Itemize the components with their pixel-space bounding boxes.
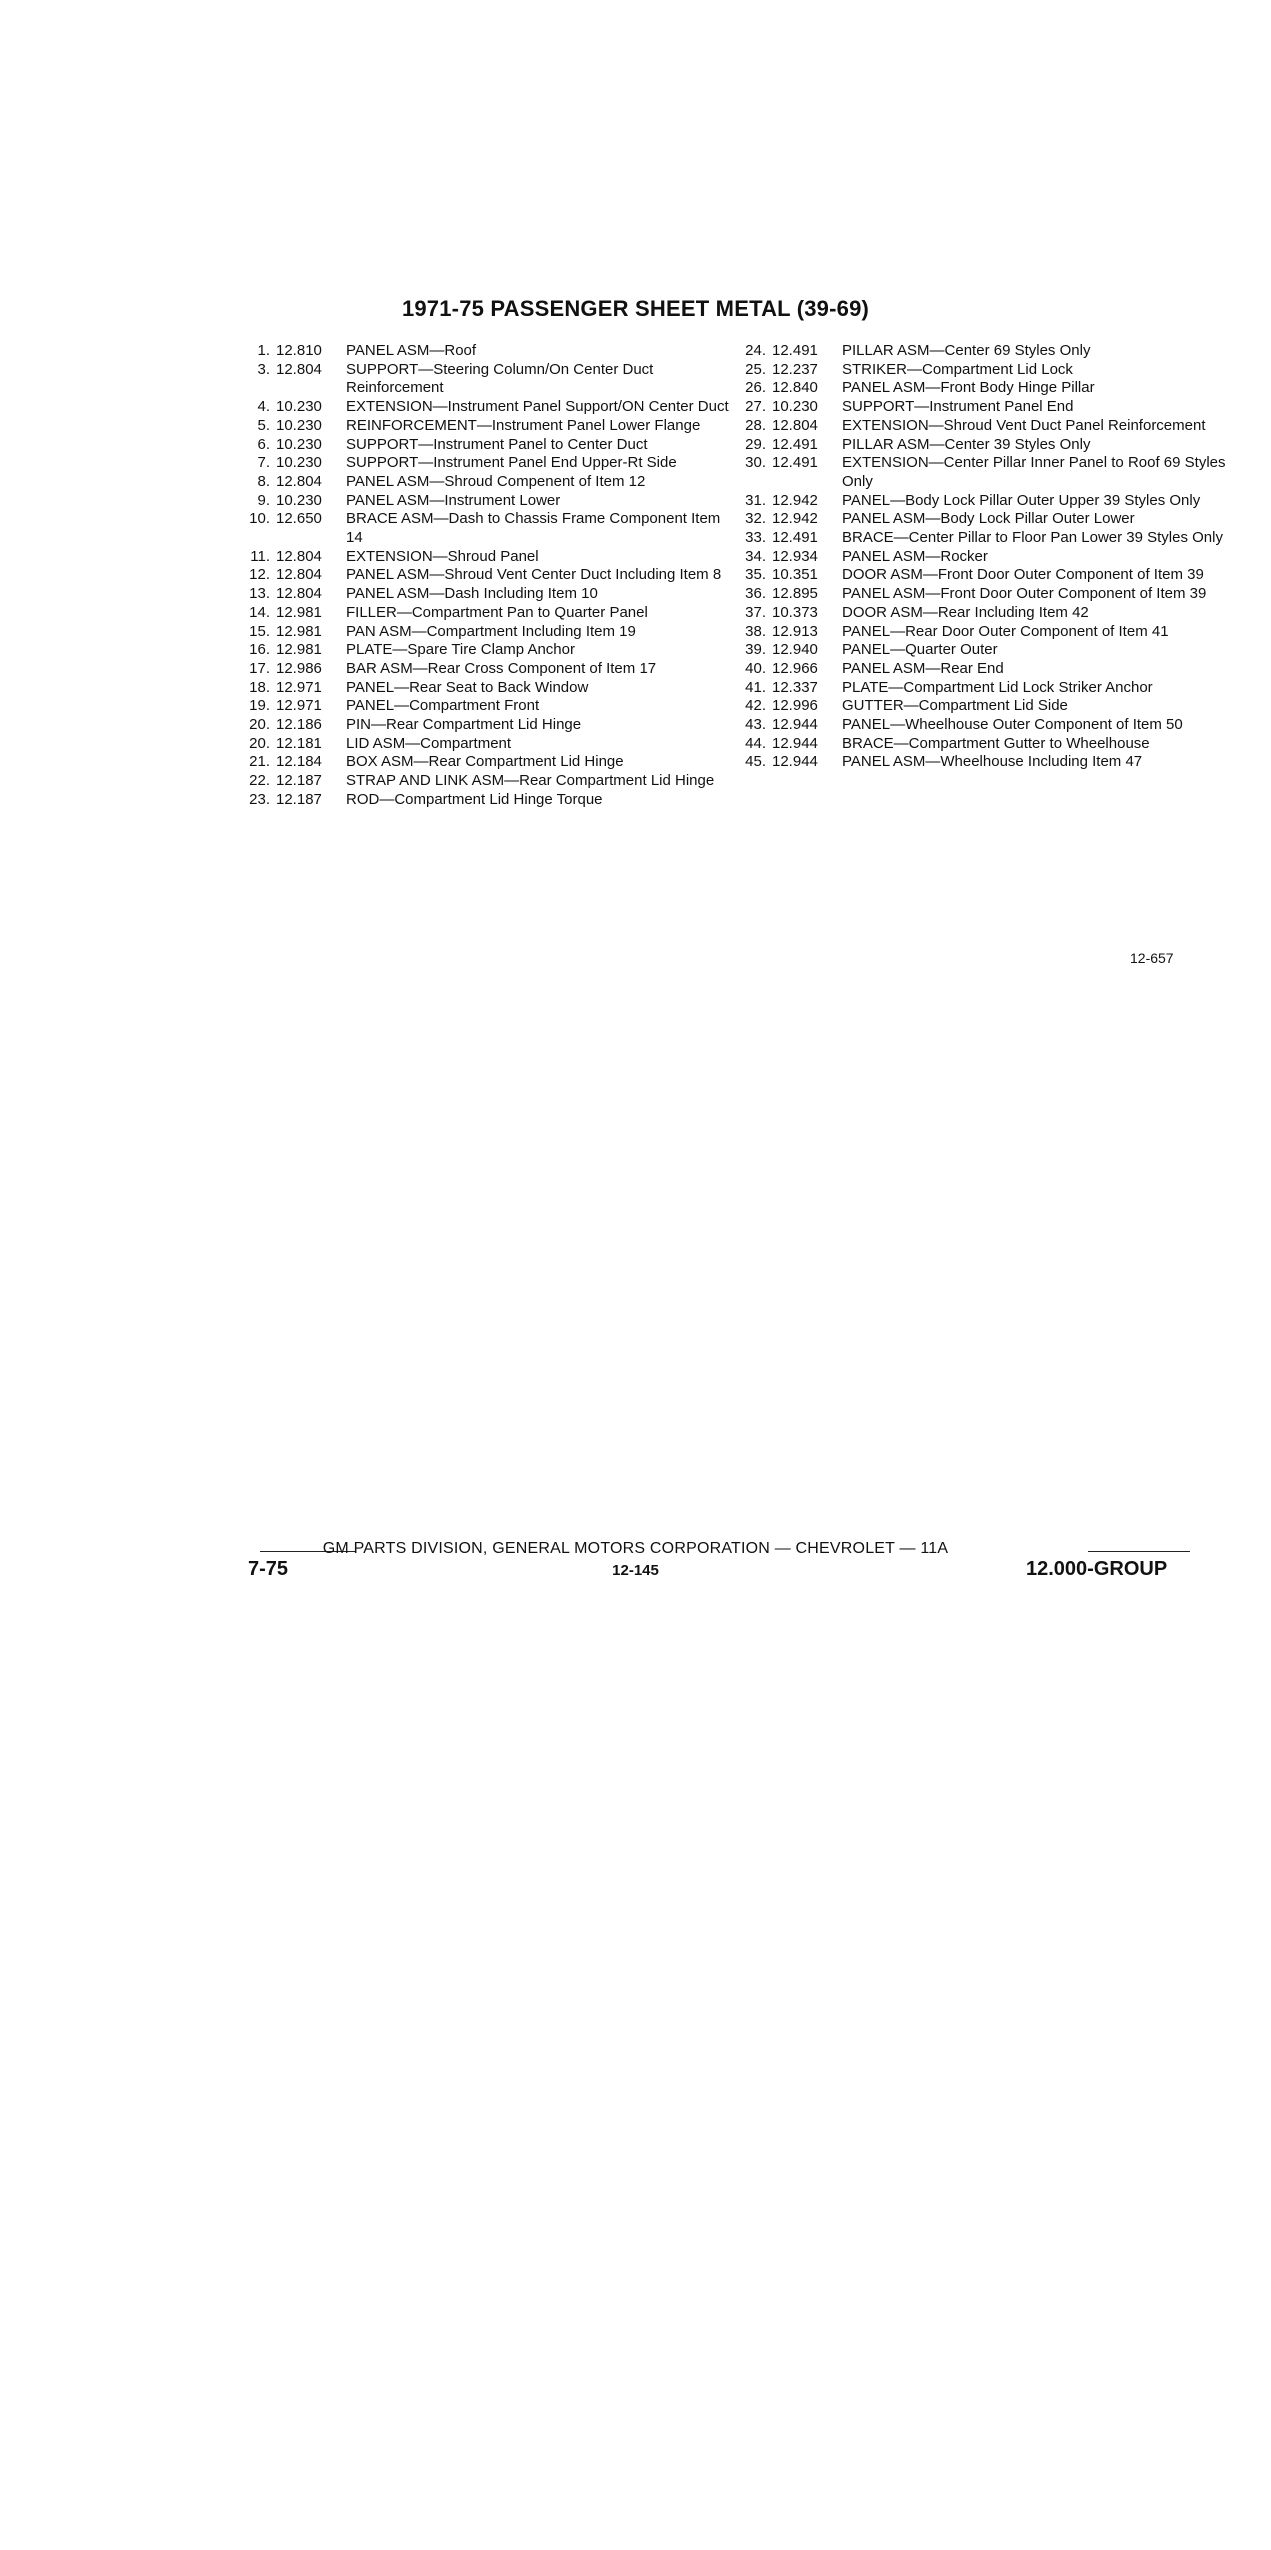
- list-item: [240, 342, 730, 361]
- item-number: 42.: [745, 697, 766, 715]
- item-description: PILLAR ASM—Center 69 Styles Only: [842, 342, 1091, 359]
- list-item: [240, 473, 730, 492]
- item-code: 12.971: [276, 678, 322, 696]
- item-code: 12.491: [772, 454, 818, 472]
- item-description: BAR ASM—Rear Cross Component of Item 17: [346, 659, 657, 677]
- item-code: 12.944: [772, 753, 818, 771]
- list-item: [240, 454, 730, 473]
- item-code: 10.230: [276, 398, 322, 416]
- item-code: 12.804: [276, 360, 322, 378]
- item-description: PANEL ASM—Rear End: [842, 659, 1004, 677]
- item-description: GUTTER—Compartment Lid Side: [842, 697, 1068, 715]
- list-item: [736, 753, 1226, 772]
- item-number: 43.: [745, 716, 766, 734]
- item-code: 12.491: [772, 435, 818, 453]
- item-number: 21.: [249, 753, 270, 771]
- item-description: BOX ASM—Rear Compartment Lid Hinge: [346, 753, 624, 771]
- item-code: 12.804: [276, 585, 322, 603]
- item-code: 10.230: [276, 454, 322, 472]
- list-item: [240, 398, 730, 417]
- item-number: 23.: [249, 790, 270, 808]
- item-number: 13.: [249, 585, 270, 603]
- list-item: [240, 791, 730, 810]
- item-description: BRACE—Compartment Gutter to Wheelhouse: [842, 734, 1150, 752]
- item-description: BRACE—Center Pillar to Floor Pan Lower 39 Styles Only: [842, 529, 1223, 547]
- list-item: [736, 604, 1226, 623]
- item-code: 12.981: [276, 603, 322, 621]
- item-number: 10.: [249, 510, 270, 528]
- item-code: 12.237: [772, 360, 818, 378]
- item-code: 12.181: [276, 734, 322, 752]
- item-code: 12.650: [276, 510, 322, 528]
- list-item: [240, 585, 730, 604]
- item-description: STRAP AND LINK ASM—Rear Compartment Lid Hinge: [346, 772, 715, 790]
- item-number: 6.: [257, 435, 270, 453]
- item-code: 12.996: [772, 697, 818, 715]
- list-item: [736, 660, 1226, 679]
- item-number: 8.: [257, 472, 270, 490]
- item-code: 12.981: [276, 641, 322, 659]
- item-number: 38.: [745, 622, 766, 640]
- item-code: 12.895: [772, 585, 818, 603]
- item-number: 32.: [745, 510, 766, 528]
- item-description: PANEL—Rear Door Outer Component of Item 41: [842, 622, 1169, 640]
- item-number: 36.: [745, 585, 766, 603]
- item-description: PLATE—Compartment Lid Lock Striker Anchor: [842, 678, 1153, 696]
- list-item: [240, 566, 730, 585]
- item-description: SUPPORT—Steering Column/On Center Duct Reinforcement: [346, 360, 654, 397]
- list-item: [736, 436, 1226, 455]
- item-description: PAN ASM—Compartment Including Item 19: [346, 622, 636, 640]
- item-description: PANEL ASM—Shroud Vent Center Duct Including Item 8: [346, 566, 722, 584]
- item-number: 44.: [745, 734, 766, 752]
- parts-list-left: [240, 342, 730, 810]
- item-code: 12.186: [276, 716, 322, 734]
- item-description: PANEL ASM—Wheelhouse Including Item 47: [842, 753, 1143, 771]
- list-item: [240, 697, 730, 716]
- list-item: [736, 735, 1226, 754]
- item-code: 12.184: [276, 753, 322, 771]
- item-number: 20.: [249, 734, 270, 752]
- item-number: 35.: [745, 566, 766, 584]
- page-title: 1971-75 PASSENGER SHEET METAL (39-69): [401, 296, 870, 321]
- item-number: 12.: [249, 566, 270, 584]
- item-code: 10.351: [772, 566, 818, 584]
- item-number: 39.: [745, 641, 766, 659]
- item-number: 16.: [249, 641, 270, 659]
- item-number: 33.: [745, 529, 766, 547]
- item-number: 41.: [745, 678, 766, 696]
- list-item: [736, 398, 1226, 417]
- list-item: [240, 660, 730, 679]
- item-description: PANEL—Compartment Front: [346, 697, 540, 715]
- item-number: 25.: [745, 360, 766, 378]
- list-item: [736, 492, 1226, 511]
- item-number: 45.: [745, 753, 766, 771]
- item-code: 10.230: [772, 398, 818, 416]
- item-number: 7.: [257, 454, 270, 472]
- item-number: 3.: [257, 360, 270, 378]
- item-number: 1.: [257, 342, 270, 359]
- item-number: 34.: [745, 547, 766, 565]
- item-number: 26.: [745, 379, 766, 397]
- item-code: 10.230: [276, 491, 322, 509]
- list-item: [736, 585, 1226, 604]
- item-number: 27.: [745, 398, 766, 416]
- item-description: STRIKER—Compartment Lid Lock: [842, 360, 1073, 378]
- item-code: 12.986: [276, 659, 322, 677]
- item-description: PANEL ASM—Dash Including Item 10: [346, 585, 598, 603]
- item-code: 12.940: [772, 641, 818, 659]
- item-code: 12.971: [276, 697, 322, 715]
- list-item: [736, 697, 1226, 716]
- list-item: [736, 548, 1226, 567]
- item-number: 20.: [249, 716, 270, 734]
- footer-date: 7-75: [248, 1558, 289, 1580]
- item-number: 40.: [745, 659, 766, 677]
- item-code: 12.840: [772, 379, 818, 397]
- list-item: [736, 342, 1226, 361]
- item-description: PANEL ASM—Instrument Lower: [346, 491, 561, 509]
- list-item: [240, 623, 730, 642]
- item-number: 18.: [249, 678, 270, 696]
- item-code: 12.804: [772, 416, 818, 434]
- item-code: 12.804: [276, 547, 322, 565]
- item-description: LID ASM—Compartment: [346, 734, 512, 752]
- list-item: [736, 417, 1226, 436]
- list-item: [736, 529, 1226, 548]
- item-code: 12.804: [276, 472, 322, 490]
- item-code: 12.491: [772, 342, 818, 359]
- item-number: 9.: [257, 491, 270, 509]
- item-description: SUPPORT—Instrument Panel to Center Duct: [346, 435, 648, 453]
- item-description: PIN—Rear Compartment Lid Hinge: [346, 716, 582, 734]
- item-code: 12.337: [772, 678, 818, 696]
- item-code: 12.934: [772, 547, 818, 565]
- item-description: PANEL ASM—Body Lock Pillar Outer Lower: [842, 510, 1135, 528]
- parts-list-right: [736, 342, 1226, 772]
- item-number: 31.: [745, 491, 766, 509]
- item-number: 29.: [745, 435, 766, 453]
- item-description: DOOR ASM—Front Door Outer Component of Item 39: [842, 566, 1204, 584]
- item-code: 12.944: [772, 716, 818, 734]
- list-item: [240, 735, 730, 754]
- footer-group: 12.000-GROUP: [1026, 1558, 1168, 1580]
- item-description: FILLER—Compartment Pan to Quarter Panel: [346, 603, 648, 621]
- item-description: PANEL ASM—Rocker: [842, 547, 988, 565]
- list-item: [240, 772, 730, 791]
- item-description: ROD—Compartment Lid Hinge Torque: [346, 790, 603, 808]
- list-item: [736, 361, 1226, 380]
- list-item: [240, 753, 730, 772]
- item-description: EXTENSION—Shroud Vent Duct Panel Reinforcement: [842, 416, 1206, 434]
- item-code: 12.187: [276, 790, 322, 808]
- item-description: PANEL—Rear Seat to Back Window: [346, 678, 589, 696]
- item-description: BRACE ASM—Dash to Chassis Frame Component Item 14: [346, 510, 721, 547]
- item-description: PANEL ASM—Roof: [346, 342, 477, 359]
- item-number: 28.: [745, 416, 766, 434]
- item-number: 17.: [249, 659, 270, 677]
- item-description: PANEL ASM—Front Body Hinge Pillar: [842, 379, 1095, 397]
- list-item: [736, 641, 1226, 660]
- list-item: [736, 623, 1226, 642]
- list-item: [240, 716, 730, 735]
- item-code: 12.942: [772, 491, 818, 509]
- footer-corporation: GM PARTS DIVISION, GENERAL MOTORS CORPORATION — CHEVROLET — 11A: [322, 1540, 949, 1557]
- item-description: SUPPORT—Instrument Panel End Upper-Rt Side: [346, 454, 677, 472]
- item-code: 12.966: [772, 659, 818, 677]
- item-code: 12.804: [276, 566, 322, 584]
- item-code: 12.187: [276, 772, 322, 790]
- list-item: [736, 454, 1226, 491]
- list-item: [240, 548, 730, 567]
- item-description: EXTENSION—Center Pillar Inner Panel to Roof 69 Styles Only: [842, 454, 1226, 490]
- item-code: 10.373: [772, 603, 818, 621]
- item-number: 11.: [250, 547, 270, 565]
- list-item: [240, 417, 730, 436]
- item-number: 24.: [745, 342, 766, 359]
- list-item: [240, 604, 730, 623]
- item-code: 12.944: [772, 734, 818, 752]
- item-number: 4.: [257, 398, 270, 416]
- footer-page-number: 12-145: [612, 1562, 659, 1579]
- item-number: 14.: [249, 603, 270, 621]
- item-description: PANEL ASM—Shroud Compenent of Item 12: [346, 472, 646, 490]
- item-description: PANEL ASM—Front Door Outer Component of Item 39: [842, 585, 1207, 603]
- item-description: PANEL—Body Lock Pillar Outer Upper 39 Styles Only: [842, 491, 1201, 509]
- item-description: SUPPORT—Instrument Panel End: [842, 398, 1074, 416]
- list-item: [240, 361, 730, 398]
- list-item: [240, 492, 730, 511]
- item-description: EXTENSION—Shroud Panel: [346, 547, 539, 565]
- item-code: 12.913: [772, 622, 818, 640]
- item-number: 22.: [249, 772, 270, 790]
- item-code: 10.230: [276, 416, 322, 434]
- item-description: PANEL—Wheelhouse Outer Component of Item 50: [842, 716, 1183, 734]
- item-code: 10.230: [276, 435, 322, 453]
- list-item: [240, 641, 730, 660]
- item-number: 30.: [745, 454, 766, 472]
- item-description: DOOR ASM—Rear Including Item 42: [842, 603, 1089, 621]
- list-item: [240, 510, 730, 547]
- item-number: 15.: [249, 622, 270, 640]
- item-number: 37.: [745, 603, 766, 621]
- item-description: REINFORCEMENT—Instrument Panel Lower Flange: [346, 416, 701, 434]
- item-number: 19.: [249, 697, 270, 715]
- item-description: PANEL—Quarter Outer: [842, 641, 998, 659]
- list-item: [240, 679, 730, 698]
- list-item: [736, 566, 1226, 585]
- item-description: EXTENSION—Instrument Panel Support/ON Center Duct: [346, 398, 729, 416]
- item-code: 12.942: [772, 510, 818, 528]
- list-item: [240, 436, 730, 455]
- item-description: PLATE—Spare Tire Clamp Anchor: [346, 641, 575, 659]
- item-description: PILLAR ASM—Center 39 Styles Only: [842, 435, 1091, 453]
- item-number: 5.: [257, 416, 270, 434]
- list-item: [736, 510, 1226, 529]
- item-code: 12.981: [276, 622, 322, 640]
- list-item: [736, 716, 1226, 735]
- item-code: 12.491: [772, 529, 818, 547]
- illustration-reference: 12-657: [1130, 950, 1174, 966]
- list-item: [736, 679, 1226, 698]
- list-item: [736, 379, 1226, 398]
- item-code: 12.810: [276, 342, 322, 359]
